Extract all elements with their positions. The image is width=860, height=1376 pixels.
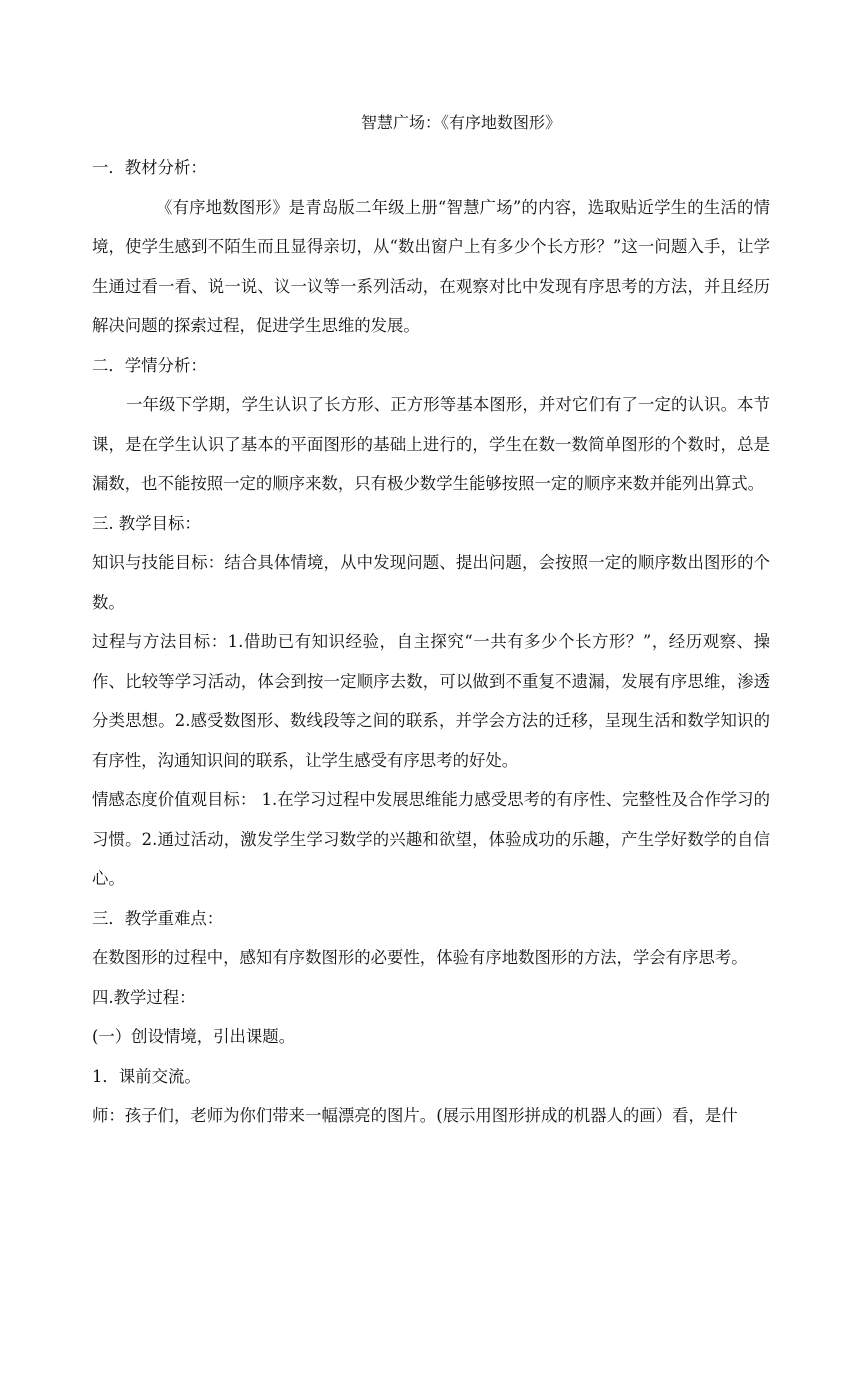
heading-student-analysis: 二．学情分析： (92, 355, 207, 375)
document-body (92, 108, 770, 1136)
subheading-pre-class-talk: 1．课前交流。 (92, 1066, 201, 1086)
paragraph-teacher-dialogue: 师：孩子们，老师为你们带来一幅漂亮的图片。(展示用图形拼成的机器人的画）看，是什 (92, 1106, 738, 1125)
paragraph-process-goal: 过程与方法目标：1.借助已有知识经验，自主探究“一共有多少个长方形？”，经历观察、操作、比较等学习活动，体会到按一定顺序去数，可以做到不重复不遗漏，发展有序思维，渗透分类思想。2.感受数图形、数线段等之间的联系，并学会方法的迁移，呈现生活和数学知识的有序性，沟通知识间的联系，让学生感受有序思考的好处。 (92, 632, 770, 770)
paragraph-emotion-goal: 情感态度价值观目标： 1.在学习过程中发展思维能力感受思考的有序性、完整性及合作学习的习惯。2.通过活动，激发学生学习数学的兴趣和欲望，体验成功的乐趣，产生学好数学的自信心。 (92, 790, 770, 888)
paragraph-student-analysis: 一年级下学期，学生认识了长方形、正方形等基本图形，并对它们有了一定的认识。本节课，是在学生认识了基本的平面图形的基础上进行的，学生在数一数简单图形的个数时，总是漏数，也不能按照一定的顺序来数，只有极少数学生能够按照一定的顺序来数并能列出算式。 (92, 395, 770, 493)
heading-textbook-analysis: 一．教材分析： (92, 158, 207, 177)
heading-key-points: 三．教学重难点： (92, 908, 224, 928)
paragraph-knowledge-goal: 知识与技能目标：结合具体情境，从中发现问题、提出问题，会按照一定的顺序数出图形的个数。 (92, 553, 770, 612)
paragraph-textbook-analysis: 《有序地数图形》是青岛版二年级上册“智慧广场”的内容，选取贴近学生的生活的情境，使学生感到不陌生而且显得亲切，从“数出窗户上有多少个长方形？”这一问题入手，让学生通过看一看、说一说、议一议等一系列活动，在观察对比中发现有序思考的方法，并且经历解决问题的探索过程，促进学生思维的发展。 (92, 197, 770, 335)
document-title: 智慧广场：《有序地数图形》 (360, 113, 561, 132)
heading-teaching-goals: 三. 教学目标： (92, 513, 201, 533)
heading-teaching-process: 四.教学过程： (92, 987, 196, 1007)
paragraph-key-points: 在数图形的过程中，感知有序数图形的必要性，体验有序地数图形的方法，学会有序思考。 (92, 948, 748, 967)
subheading-create-situation: (一）创设情境，引出课题。 (92, 1027, 296, 1046)
